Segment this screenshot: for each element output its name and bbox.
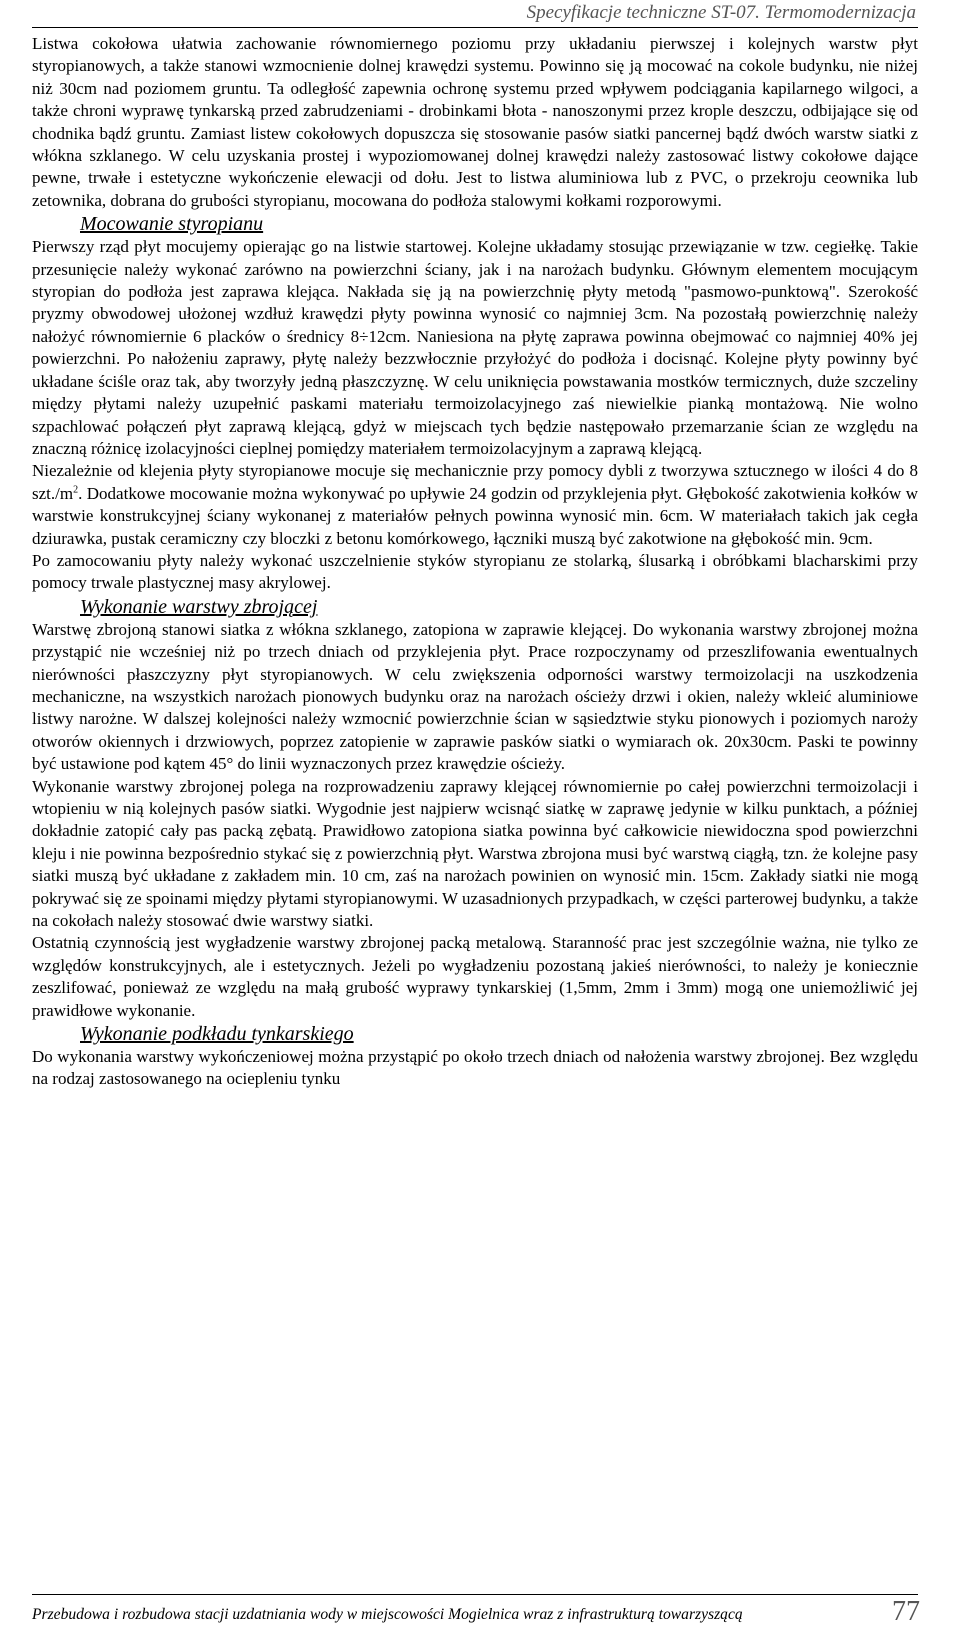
paragraph-wygladzenie: Ostatnią czynnością jest wygładzenie warstwy zbrojonej packą metalową. Staranność prac jest szczególnie ważna, nie tylko ze względów konstrukcyjnych, ale i estetycznych. Jeżeli po wygładzeniu pozostaną jakieś nierówności, to należy je koniecznie zeszlifować, ponieważ ze względu na małą grubość wyprawy tynkarskiej (1,5mm, 2mm i 3mm) mogą one uniemożliwić jej prawidłowe wykonanie. <box>32 933 918 1020</box>
section-heading-mocowanie-styropianu: Mocowanie styropianu <box>80 213 264 236</box>
section-heading-warstwa-zbrojaca: Wykonanie warstwy zbrojącej <box>80 595 318 618</box>
paragraph-text-part: . Dodatkowe mocowanie można wykonywać po upływie 24 godzin od przyklejenia płyt. Głębokość zakotwienia kołków w warstwie konstrukcyjnej ściany wykonanej z materiałów pełnych powinna wynosić min. 6cm. W materiałach takich jak cegła dziurawka, pustak ceramiczny czy bloczki z betonu komórkowego, łączniki muszą być zakotwione na głębokość min. 9cm. <box>32 483 918 548</box>
superscript: 2 <box>73 484 79 496</box>
running-header: Specyfikacje techniczne ST-07. Termomodernizacja <box>526 2 916 23</box>
footer-divider <box>32 1594 918 1595</box>
page-number: 77 <box>892 1596 920 1627</box>
paragraph-text-part: Niezależnie od klejenia płyty styropianowe mocuje się mechanicznie przy pomocy dybli z tworzywa sztucznego w ilości 4 do 8 szt./m <box>32 461 918 503</box>
footer-project-title: Przebudowa i rozbudowa stacji uzdatniania wody w miejscowości Mogielnica wraz z infrastrukturą towarzyszącą <box>32 1606 743 1623</box>
paragraph-podklad-tynkarski: Do wykonania warstwy wykończeniowej można przystąpić po około trzech dniach od nałożenia warstwy zbrojonej. Bez względu na rodzaj zastosowanego na ociepleniu tynku <box>32 1047 918 1089</box>
section-heading-podklad-tynkarski: Wykonanie podkładu tynkarskiego <box>80 1023 354 1046</box>
paragraph-warstwa-zbrojona: Warstwę zbrojoną stanowi siatka z włókna szklanego, zatopiona w zaprawie klejącej. Do wykonania warstwy zbrojonej można przystąpić nie wcześniej niż po trzech dniach od przyklejenia płyt. Prace rozpoczynamy od przeszlifowania ewentualnych nierówności płaszczyzny płyt styropianowych. W celu zwiększenia odporności warstwy termoizolacji na uszkodzenia mechaniczne, na wszystkich narożach pionowych budynku oraz na narożach ościeży drzwi i okien, należy wkleić aluminiowe listwy narożne. W dalszej kolejności należy wzmocnić powierzchnie ścian w sąsiedztwie styku pionowych i poziomych naroży otworów okiennych i drzwiowych, poprzez zatopienie w zaprawie pasków siatki o wymiarach ok. 20x30cm. Paski te powinny być ustawione pod kątem 45° do linii wyznaczonych przez krawędzie ościeży. <box>32 619 918 774</box>
paragraph-mocowanie-mechaniczne <box>32 460 918 550</box>
paragraph-wykonanie-warstwy: Wykonanie warstwy zbrojonej polega na rozprowadzeniu zaprawy klejącej równomiernie po całej powierzchni termoizolacji i wtopieniu w nią kolejnych pasów siatki. Wygodnie jest najpierw wcisnąć siatkę w zaprawę jedynie w kilku punktach, a później dokładnie zatopić cały pas packą zębatą. Prawidłowo zatopiona siatka powinna być całkowicie niewidoczna spod powierzchni kleju i nie powinna bezpośrednio stykać się z powierzchnią płyt. Warstwa zbrojona musi być warstwą ciągłą, tzn. że kolejne pasy siatki muszą być układane z zakładem min. 10 cm, zaś na narożach powinien on wynosić min. 15cm. Zakłady siatki nie mogą pokrywać się ze spoinami między płytami styropianowymi. W uzasadnionych przypadkach, w części parterowej budynku, a także na cokołach należy stosować dwie warstwy siatki. <box>32 776 918 931</box>
paragraph-listwa-cokolowa: Listwa cokołowa ułatwia zachowanie równomiernego poziomu przy układaniu pierwszej i kolejnych warstw płyt styropianowych, a także stanowi wzmocnienie dolnej krawędzi systemu. Powinno się ją mocować na cokole budynku, nie niżej niż 30cm nad poziomem gruntu. Ta odległość zapewnia ochronę systemu przed wpływem podciągania kapilarnego wilgoci, a także chroni wyprawę tynkarską przed zabrudzeniami - drobinkami błota - nanoszonymi przez krople deszczu, odbijające się od chodnika bądź gruntu. Zamiast listew cokołowych dopuszcza się stosowanie pasów siatki pancernej bądź dwóch warstw siatki z włókna szklanego. W celu uzyskania prostej i wypoziomowanej dolnej krawędzi należy zastosować listwy cokołowe dające pewne, trwałe i estetyczne wykończenie elewacji od dołu. Jest to listwa aluminiowa lub z PVC, o przekroju ceownika lub zetownika, dobrana do grubości styropianu, mocowana do podłoża stalowymi kołkami rozporowymi. <box>32 34 918 210</box>
paragraph-pierwszy-rzad: Pierwszy rząd płyt mocujemy opierając go na listwie startowej. Kolejne układamy stosując przewiązanie w tzw. cegiełkę. Takie przesunięcie należy wykonać zarówno na powierzchni ściany, jak i na narożach budynku. Głównym elementem mocującym styropian do podłoża jest zaprawa klejąca. Nakłada się ją na powierzchnię płyty metodą "pasmowo-punktową". Szerokość pryzmy obwodowej ułożonej wzdłuż krawędzi płyty powinna wynosić co najmniej 3cm. Na pozostałą powierzchnię należy nałożyć równomiernie 6 placków o średnicy 8÷12cm. Naniesiona na płytę zaprawa powinna obejmować co najmniej 40% jej powierzchni. Po nałożeniu zaprawy, płytę należy bezzwłocznie przyłożyć do podłoża i docisnąć. Kolejne płyty powinny być układane ściśle oraz tak, aby tworzyły jedną płaszczyznę. W celu uniknięcia powstawania mostków termicznych, duże szczeliny między płytami należy uzupełnić paskami materiału termoizolacyjnego zaś niewielkie pianką montażową. Nie wolno szpachlować połączeń płyt zaprawą klejącą, gdyż w miejscach tych będzie następowało przemarzanie ścian ze względu na znaczną różnicę izolacyjności cieplnej pomiędzy materiałem termoizolacyjnym a zaprawą klejącą. <box>32 237 918 458</box>
header-divider <box>32 27 918 28</box>
document-body <box>32 33 918 1091</box>
paragraph-uszczelnienie: Po zamocowaniu płyty należy wykonać uszczelnienie styków styropianu ze stolarką, ślusarką i obróbkami blacharskimi przy pomocy trwale plastycznej masy akrylowej. <box>32 550 918 593</box>
